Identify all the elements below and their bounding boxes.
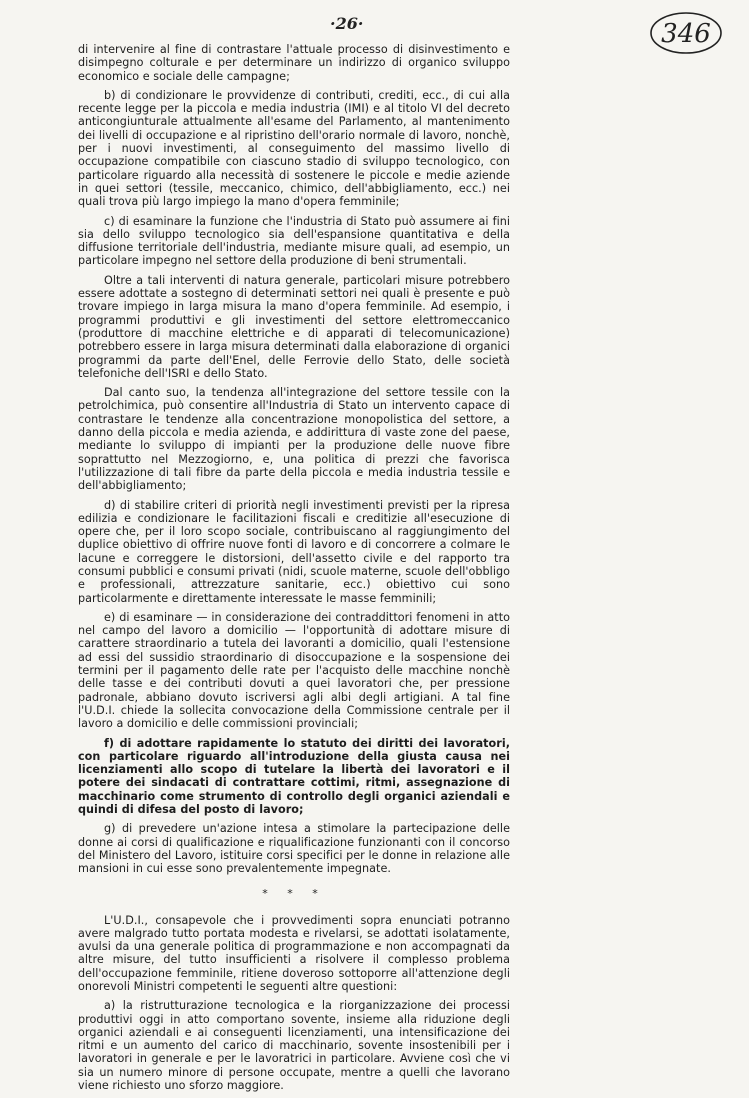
stamp-circle-icon — [648, 10, 724, 56]
paragraph: g) di prevedere un'azione intesa a stimolare la partecipazione delle donne ai corsi di qualificazione e riqualificazione funzionanti con il concorso del Ministero del Lavoro, istituire corsi specifici per le donne in relazione alle mansioni in cui esse sono prevalentemente impegnate. — [78, 822, 510, 876]
paragraphs-section — [78, 43, 510, 876]
stamp-number: 346 — [661, 19, 711, 49]
paragraphs-after-section — [78, 914, 510, 1093]
paragraph: Dal canto suo, la tendenza all'integrazione del settore tessile con la petrolchimica, può consentire all'Industria di Stato un intervento capace di contrastare le tendenze alla concentrazione monopolistica del settore, a danno della piccola e media azienda, e addirittura di vaste zone del paese, mediante lo sviluppo di impianti per la produzione delle nuove fibre soprattutto nel Mezzogiorno, e, una politica di prezzi che favorisca l'utilizzazione di tali fibre da parte della piccola e media industria tessile e dell'abbigliamento; — [78, 386, 510, 493]
paragraph: e) di esaminare — in considerazione dei contraddittori fenomeni in atto nel campo del lavoro a domicilio — l'opportunità di adottare misure di carattere straordinario a tutela dei lavoranti a domicilio, quali l'estensione ad essi del sussidio straordinario di disoccupazione e la sospensione dei termini per il pagamento delle rate per l'acquisto delle macchine nonchè delle tasse e dei contributi dovuti a quei lavoratori che, per pressione padronale, abbiano dovuto iscriversi agli albi degli artigiani. A tal fine l'U.D.I. chiede la sollecita convocazione della Commissione centrale per il lavoro a domicilio e delle commissioni provinciali; — [78, 610, 510, 731]
document-body — [78, 43, 510, 1098]
paragraph: Oltre a tali interventi di natura generale, particolari misure potrebbero essere adottate a sostegno di determinati settori nei quali è presente e può trovare impiego in larga misura la mano d'opera femminile. Ad esempio, i programmi produttivi e gli investimenti del settore elettromeccanico (produttore di macchine elettriche e di apparati di telecomunicazione) potrebbero essere in larga misura determinati dalla elaborazione di organici programmi da parte dell'Enel, delle Ferrovie dello Stato, delle società telefoniche dell'ISRI e dello Stato. — [78, 273, 510, 380]
section-separator: * * * — [262, 886, 326, 900]
paragraph: b) di condizionare le provvidenze di contributi, crediti, ecc., di cui alla recente legge per la piccola e media industria (IMI) e al titolo VI del decreto anticongiunturale attualmente all'esame del Parlamento, al mantenimento dei livelli di occupazione e al ripristino dell'orario normale di lavoro, nonchè, per i nuovi investimenti, al conseguimento del massimo livello di occupazione compatibile con ciascuno stadio di sviluppo tecnologico, con particolare riguardo alla necessità di sostenere le piccole e medie aziende in quei settori (tessile, meccanico, chimico, dell'abbigliamento, ecc.) nei quali trova più largo impiego la mano d'opera femminile; — [78, 88, 510, 209]
page-number: ·26· — [330, 14, 364, 33]
paragraph: f) di adottare rapidamente lo statuto dei diritti dei lavoratori, con particolare riguardo all'introduzione della giusta causa nei licenziamenti allo scopo di tutelare la libertà dei lavoratori e il potere dei sindacati di contrattare cottimi, ritmi, assegnazione di macchinario come strumento di controllo degli organici aziendali e quindi di difesa del posto di lavoro; — [78, 736, 510, 817]
paragraph: di intervenire al fine di contrastare l'attuale processo di disinvestimento e disimpegno colturale e per determinare un indirizzo di organico sviluppo economico e sociale delle campagne; — [78, 43, 510, 83]
paragraph: d) di stabilire criteri di priorità negli investimenti previsti per la ripresa edilizia e condizionare le facilitazioni fiscali e creditizie all'esecuzione di opere che, per il loro scopo sociale, contribuiscano al raggiungimento del duplice obiettivo di offrire nuove fonti di lavoro e di concorrere a colmare le lacune e correggere le distorsioni, dell'assetto civile e del rapporto tra consumi pubblici e consumi privati (nidi, scuole materne, scuole dell'obbligo e professionali, attrezzature sanitarie, ecc.) obiettivo cui sono particolarmente e direttamente interessate le masse femminili; — [78, 498, 510, 605]
paragraph: L'U.D.I., consapevole che i provvedimenti sopra enunciati potranno avere malgrado tutto portata modesta e rivelarsi, se adottati isolatamente, avulsi da una generale politica di programmazione e non accompagnati da altre misure, del tutto insufficienti a risolvere il complesso problema dell'occupazione femminile, ritiene doveroso sottoporre all'attenzione degli onorevoli Ministri competenti le seguenti altre questioni: — [78, 913, 510, 993]
paragraph: c) di esaminare la funzione che l'industria di Stato può assumere ai fini sia dello sviluppo tecnologico sia dell'espansione quantitativa e della diffusione territoriale dell'industria, mediante misure quali, ad esempio, un particolare impegno nel settore della produzione di beni strumentali. — [78, 214, 510, 268]
paragraph: a) la ristrutturazione tecnologica e la riorganizzazione dei processi produttivi oggi in atto comportano sovente, insieme alla riduzione degli organici aziendali e ai conseguenti licenziamenti, una intensificazione dei ritmi e un aumento del carico di macchinario, sovente insostenibili per i lavoratori in generale e per le lavoratrici in particolare. Avviene così che vi sia un numero minore di persone occupate, mentre a quelli che lavorano viene richiesto uno sforzo maggiore. — [78, 999, 510, 1093]
archive-number-stamp — [648, 10, 724, 56]
